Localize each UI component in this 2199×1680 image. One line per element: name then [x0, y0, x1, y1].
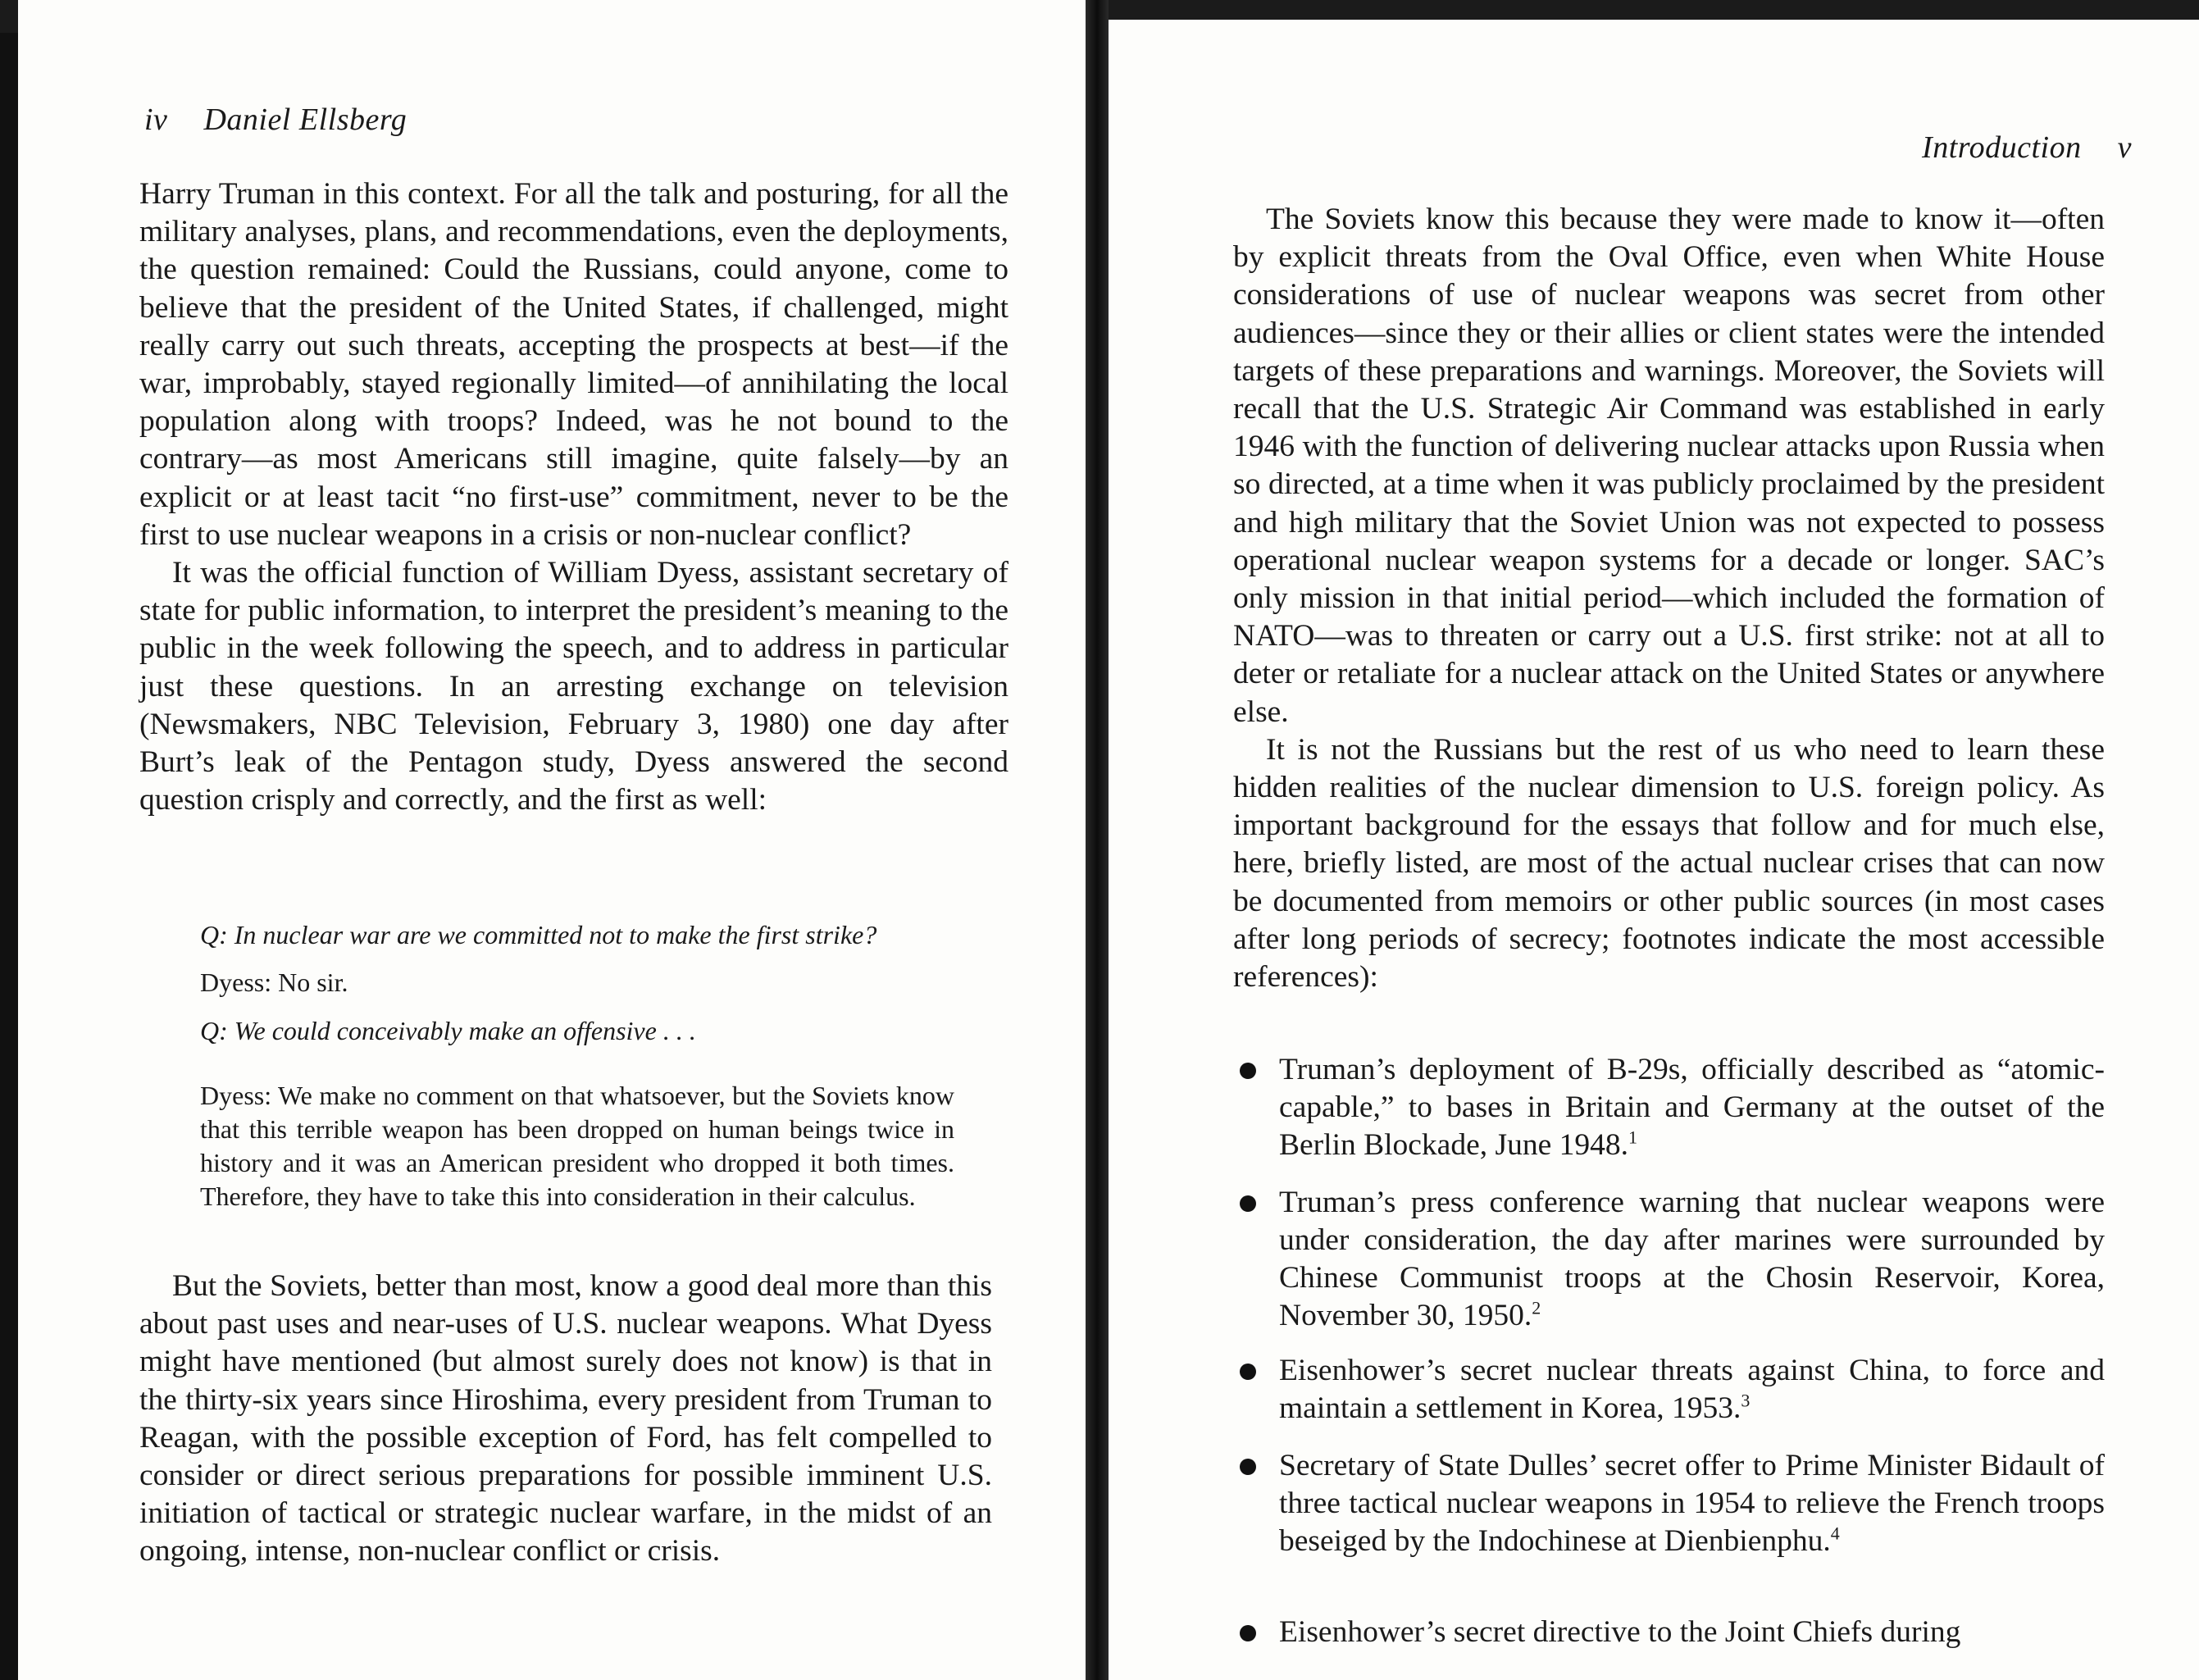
footnote-ref: 4 [1830, 1523, 1840, 1544]
left-paragraph-1: Harry Truman in this context. For all the talk and posturing, for all the military analyses, plans, and recommendations, even the deployments, the question remained: Could the Russians, could anyone, come to believe that the president of the United States, if challenged, might really carry out such threats, accepting the prospects at best—if the war, improbably, stayed regionally limited—of annihilating the local population along with troops? Indeed, was he not bound to the contrary—as most Americans still imagine, quite falsely—by an explicit or at least tacit “no first-use” commitment, never to be the first to use nuclear weapons in a crisis or non-nuclear conflict? [139, 177, 1008, 552]
list-item [1233, 1352, 2105, 1427]
right-page [1109, 20, 2199, 1680]
right-paragraph-2: It is not the Russians but the rest of us who need to learn these hidden realities of the nuclear dimension to U.S. foreign policy. As important background for the essays that follow and for much else, here, briefly listed, are most of the actual nuclear crises that can now be documented from memoirs or other public sources (in most cases after long periods of secrecy; footnotes indicate the most accessible references): [1233, 732, 2105, 995]
footnote-ref: 2 [1532, 1297, 1541, 1318]
bullet-icon [1240, 1195, 1256, 1212]
list-item [1233, 1614, 2105, 1651]
footnote-ref: 1 [1628, 1127, 1637, 1148]
list-item [1233, 1447, 2105, 1560]
right-chapter-head: Introduction [1922, 130, 2082, 165]
book-spine [1086, 0, 1109, 1680]
scan-edge [0, 33, 18, 1680]
left-paragraph-3: But the Soviets, better than most, know a good deal more than this about past uses and near-uses of U.S. nuclear weapons. What Dyess might have mentioned (but almost surely does not know) is that in the thirty-six years since Hiroshima, every president from Truman to Reagan, with the possible exception of Ford, has felt compelled to consider or direct serious preparations for possible imminent U.S. initiation of tactical or strategic nuclear warfare, in the midst of an ongoing, intense, non-nuclear conflict or crisis. [139, 1269, 992, 1568]
right-paragraph-1: The Soviets know this because they were made to know it—often by explicit threats from the Oval Office, even when White House considerations of use of nuclear weapons was secret from other audiences—since they or their allies or client states were the intended targets of these preparations and warnings. Moreover, the Soviets will recall that the U.S. Strategic Air Command was established in early 1946 with the function of delivering nuclear attacks upon Russia when so directed, at a time when it was publicly proclaimed by the president and high military that the Soviet Union was not expected to possess operational nuclear weapon systems for a decade or longer. SAC’s only mission in that initial period—which included the formation of NATO—was to threaten or carry out a U.S. first strike: not at all to deter or retaliate for a nuclear attack on the United States or anywhere else. [1233, 203, 2105, 729]
qa-question-2: Q: We could conceivably make an offensive . . . [200, 1016, 696, 1045]
qa-question-1: Q: In nuclear war are we committed not to make the first strike? [200, 920, 877, 949]
list-item-text: Eisenhower’s secret nuclear threats against China, to force and maintain a settlement in Korea, 1953. [1279, 1354, 2105, 1425]
right-page-number: v [2117, 130, 2132, 165]
left-body-continued [139, 1268, 992, 1571]
left-body [139, 175, 1008, 819]
right-running-head [1922, 130, 2132, 166]
left-running-head [144, 102, 407, 138]
list-item-text: Eisenhower’s secret directive to the Joint Chiefs during [1279, 1615, 1961, 1649]
bullet-icon [1240, 1459, 1256, 1475]
list-item [1233, 1051, 2105, 1164]
qa-answer-1: Dyess: No sir. [200, 967, 348, 997]
list-item-text: Secretary of State Dulles’ secret offer to Prime Minister Bidault of three tactical nuclear weapons in 1954 to relieve the French troops beseiged by the Indochinese at Dienbienphu. [1279, 1449, 2105, 1558]
left-page-number: iv [144, 102, 168, 137]
qa-answer-2: Dyess: We make no comment on that whatsoever, but the Soviets know that this terrible weapon has been dropped on human beings twice in history and it was an American president who dropped it both times. Therefore, they have to take this into consideration in their calculus. [200, 1081, 954, 1211]
list-item [1233, 1184, 2105, 1335]
bullet-icon [1240, 1364, 1256, 1380]
bullet-icon [1240, 1625, 1256, 1641]
right-body [1233, 201, 2105, 996]
list-item-text: Truman’s deployment of B-29s, officially described as “atomic-capable,” to bases in Britain and Germany at the outset of the Berlin Blockade, June 1948. [1279, 1053, 2105, 1162]
left-page [18, 0, 1086, 1680]
footnote-ref: 3 [1741, 1390, 1751, 1411]
left-author-head: Daniel Ellsberg [203, 102, 407, 137]
bullet-icon [1240, 1063, 1256, 1079]
list-item-text: Truman’s press conference warning that nuclear weapons were under consideration, the day after marines were surrounded by Chinese Communist troops at the Chosin Reservoir, Korea, November 30, 1950. [1279, 1186, 2105, 1332]
left-paragraph-2: It was the official function of William Dyess, assistant secretary of state for public information, to interpret the president’s meaning to the public in the week following the speech, and to address in particular just these questions. In an arresting exchange on television (Newsmakers, NBC Television, February 3, 1980) one day after Burt’s leak of the Pentagon study, Dyess answered the second question crisply and correctly, and the first as well: [139, 556, 1008, 817]
